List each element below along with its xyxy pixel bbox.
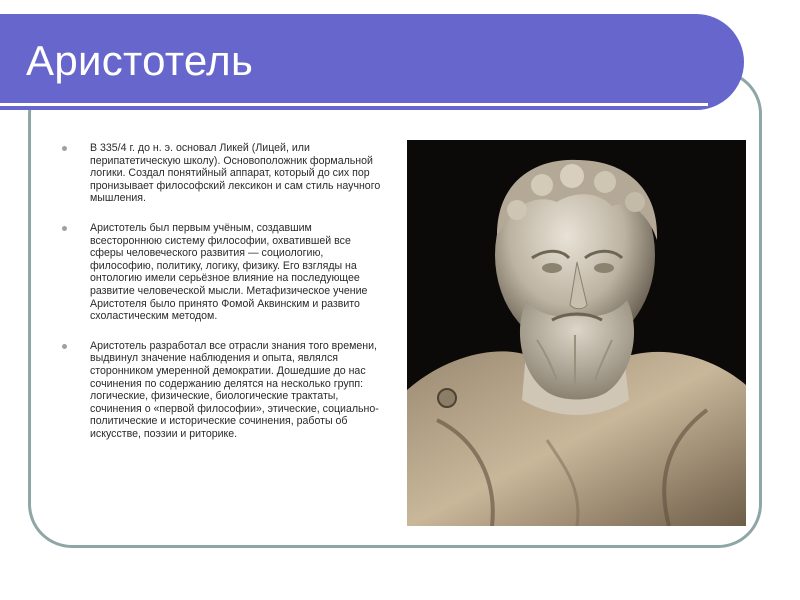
bullet-icon (62, 226, 67, 231)
bullet-text: Аристотель был первым учёным, создавшим всестороннюю систему философии, охватившей все сферы человеческого развития — социологию, философию, политику, логику, физику. Его взгляды на онтологию имели серьёзное влияние на последующее развитие человеческой мысли. Метафизическое учение Аристотеля было принято Фомой Аквинским и развито схоластическим методом. (90, 221, 368, 323)
aristotle-bust-image (407, 140, 746, 526)
bullet-icon (62, 344, 67, 349)
bullet-text: В 335/4 г. до н. э. основал Ликей (Лицей, или перипатетическую школу). Основоположник формальной логики. Создал понятийный аппарат, который до сих пор пронизывает философский лексикон и сам стиль научного мышления. (90, 142, 381, 205)
bullet-icon (62, 146, 67, 151)
bullet-text: Аристотель разработал все отрасли знания того времени, выдвинул значение наблюдения и опыта, являлся сторонником умеренной демократии. Дошедшие до нас сочинения по содержанию делятся на несколько групп: логические, физические, биологические трактаты, сочинения о «первой философии», этические, социально-политические и исторические сочинения, работы об искусстве, поэзии и риторике. (90, 339, 379, 440)
slide-title: Аристотель (26, 37, 254, 84)
bullet-item (62, 142, 384, 205)
bullet-item (62, 222, 384, 323)
bullet-item (62, 340, 384, 441)
title-underline (0, 103, 708, 106)
bullet-list (62, 142, 384, 457)
